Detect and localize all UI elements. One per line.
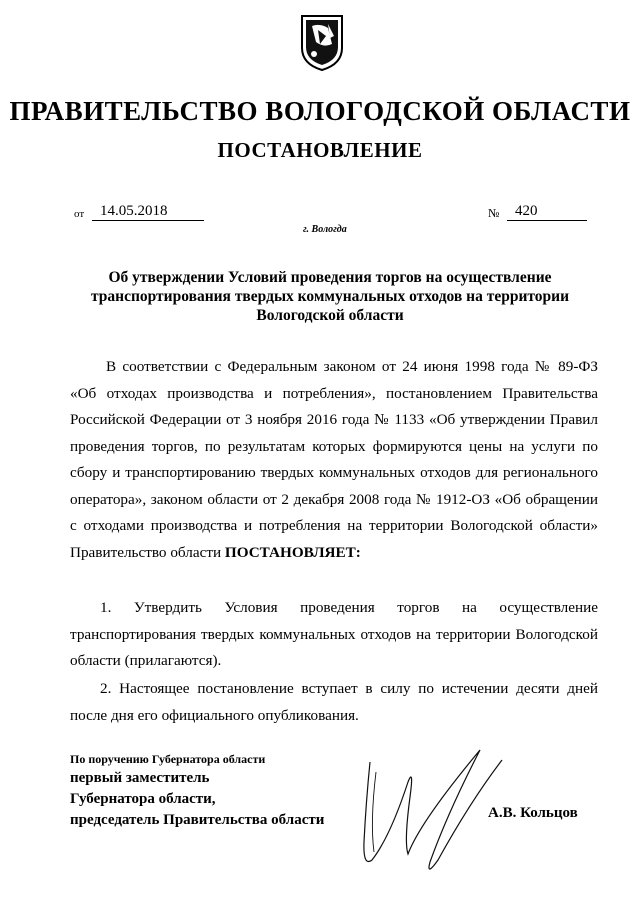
position-line-2: Губернатора области, [70,791,216,807]
document-city: г. Вологда [303,224,347,235]
document-date: 14.05.2018 [92,203,204,221]
document-title: Об утверждении Условий проведения торгов на осуществление транспортирования твердых коммунальных отходов на территории Вологодской области [90,269,570,324]
signer-name: А.В. Кольцов [488,805,578,821]
preamble-text: В соответствии с Федеральным законом от 24 июня 1998 года № 89-ФЗ «Об отходах производства и потребления», постановлением Правительства Российской Федерации от 3 ноября 2016 года № 1133 «Об утверждении Правил проведения торгов, по результатам которых формируются цены на услуги по сбору и транспортированию твердых коммунальных отходов для регионального оператора», законом области от 2 декабря 2008 года № 1912-ОЗ «Об обращении с отходами производства и потребления на территории Вологодской области» Правительство области [70,358,598,561]
preamble-paragraph [70,354,598,566]
resolves-keyword: ПОСТАНОВЛЯЕТ: [224,543,361,561]
date-prefix: от [74,208,85,220]
number-prefix: № [488,206,500,220]
position-line-3: председатель Правительства области [70,812,325,828]
document-number: 420 [507,203,587,221]
signature-note: По поручению Губернатора области [70,752,266,766]
document-type: ПОСТАНОВЛЕНИЕ [217,138,423,162]
coat-of-arms-icon [298,14,346,72]
government-name: ПРАВИТЕЛЬСТВО ВОЛОГОДСКОЙ ОБЛАСТИ [9,96,631,126]
signer-position [70,768,324,831]
item-1: 1. Утвердить Условия проведения торгов на осуществление транспортирования твердых коммунальных отходов на территории Вологодской области (прилагаются). [70,599,598,669]
item-2: 2. Настоящее постановление вступает в силу по истечении десяти дней после дня его официального опубликования. [70,680,598,724]
position-line-1: первый заместитель [70,770,210,786]
